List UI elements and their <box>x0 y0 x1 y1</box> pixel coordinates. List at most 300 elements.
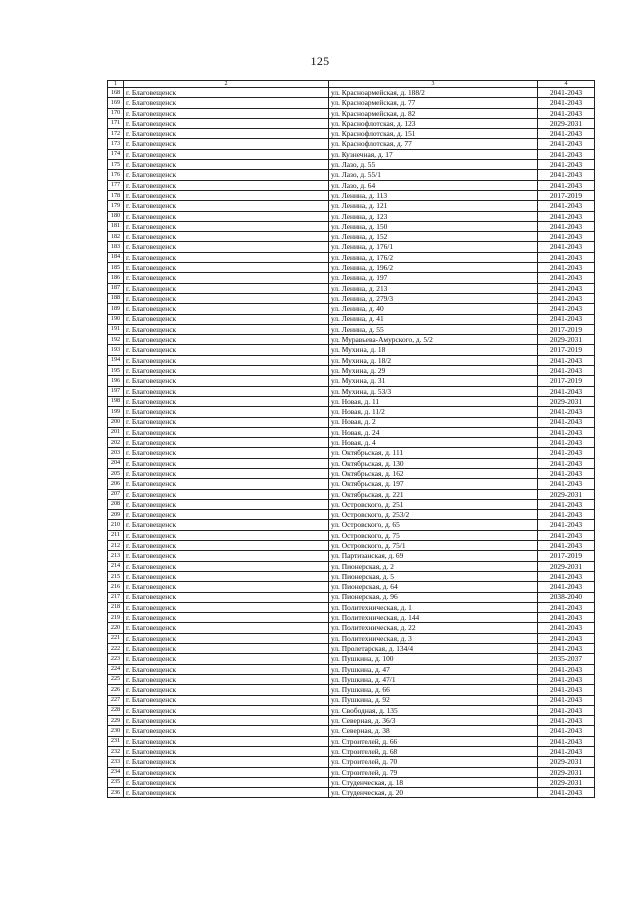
address-cell: ул. Мухина, д. 53/3 <box>329 386 538 396</box>
address-cell: ул. Ленина, д. 176/1 <box>329 242 538 252</box>
table-row <box>108 468 595 478</box>
table-row <box>108 613 595 623</box>
repair-period-cell: 2041-2043 <box>538 747 595 757</box>
settlement-cell: г. Благовещенск <box>124 139 329 149</box>
settlement-cell: г. Благовещенск <box>124 705 329 715</box>
settlement-cell: г. Благовещенск <box>124 736 329 746</box>
settlement-cell: г. Благовещенск <box>124 396 329 406</box>
row-number: 179 <box>108 201 124 211</box>
settlement-cell: г. Благовещенск <box>124 448 329 458</box>
repair-period-cell: 2041-2043 <box>538 293 595 303</box>
row-number: 200 <box>108 417 124 427</box>
row-number: 196 <box>108 376 124 386</box>
table-row <box>108 561 595 571</box>
repair-period-cell: 2041-2043 <box>538 520 595 530</box>
settlement-cell: г. Благовещенск <box>124 118 329 128</box>
repair-period-cell: 2041-2043 <box>538 180 595 190</box>
repair-period-cell: 2041-2043 <box>538 571 595 581</box>
row-number: 215 <box>108 571 124 581</box>
settlement-cell: г. Благовещенск <box>124 571 329 581</box>
address-cell: ул. Красноармейская, д. 82 <box>329 108 538 118</box>
row-number: 234 <box>108 767 124 777</box>
address-cell: ул. Пионерская, д. 2 <box>329 561 538 571</box>
settlement-cell: г. Благовещенск <box>124 623 329 633</box>
row-number: 228 <box>108 705 124 715</box>
settlement-cell: г. Благовещенск <box>124 561 329 571</box>
row-number: 226 <box>108 685 124 695</box>
repair-period-cell: 2017-2019 <box>538 376 595 386</box>
address-cell: ул. Лазо, д. 55/1 <box>329 170 538 180</box>
address-cell: ул. Пушкина, д. 47/1 <box>329 674 538 684</box>
table-row <box>108 180 595 190</box>
row-number: 236 <box>108 788 124 798</box>
table-row <box>108 190 595 200</box>
table-row <box>108 448 595 458</box>
settlement-cell: г. Благовещенск <box>124 170 329 180</box>
address-cell: ул. Красноармейская, д. 188/2 <box>329 88 538 98</box>
address-cell: ул. Ленина, д. 55 <box>329 324 538 334</box>
repair-period-cell: 2041-2043 <box>538 314 595 324</box>
row-number: 216 <box>108 582 124 592</box>
address-cell: ул. Октябрьская, д. 197 <box>329 479 538 489</box>
address-cell: ул. Ленина, д. 40 <box>329 304 538 314</box>
row-number: 209 <box>108 510 124 520</box>
settlement-cell: г. Благовещенск <box>124 263 329 273</box>
table-row <box>108 438 595 448</box>
settlement-cell: г. Благовещенск <box>124 129 329 139</box>
row-number: 190 <box>108 314 124 324</box>
row-number: 204 <box>108 458 124 468</box>
table-row <box>108 747 595 757</box>
row-number: 211 <box>108 530 124 540</box>
address-cell: ул. Политехническая, д. 22 <box>329 623 538 633</box>
repair-period-cell: 2041-2043 <box>538 644 595 654</box>
row-number: 189 <box>108 304 124 314</box>
settlement-cell: г. Благовещенск <box>124 221 329 231</box>
row-number: 176 <box>108 170 124 180</box>
repair-period-cell: 2017-2019 <box>538 345 595 355</box>
table-row <box>108 170 595 180</box>
address-cell: ул. Октябрьская, д. 111 <box>329 448 538 458</box>
table-row <box>108 366 595 376</box>
repair-period-cell: 2041-2043 <box>538 499 595 509</box>
column-header-3: 3 <box>329 81 538 88</box>
table-row <box>108 705 595 715</box>
row-number: 217 <box>108 592 124 602</box>
address-cell: ул. Ленина, д. 279/3 <box>329 293 538 303</box>
address-cell: ул. Ленина, д. 41 <box>329 314 538 324</box>
row-number: 235 <box>108 777 124 787</box>
settlement-cell: г. Благовещенск <box>124 427 329 437</box>
table-row <box>108 355 595 365</box>
settlement-cell: г. Благовещенск <box>124 355 329 365</box>
address-cell: ул. Студенческая, д. 20 <box>329 788 538 798</box>
table-row <box>108 386 595 396</box>
repair-period-cell: 2017-2019 <box>538 190 595 200</box>
settlement-cell: г. Благовещенск <box>124 88 329 98</box>
repair-period-cell: 2041-2043 <box>538 201 595 211</box>
address-cell: ул. Пролетарская, д. 134/4 <box>329 644 538 654</box>
repair-period-cell: 2041-2043 <box>538 788 595 798</box>
column-header-2: 2 <box>124 81 329 88</box>
address-cell: ул. Новая, д. 11/2 <box>329 407 538 417</box>
settlement-cell: г. Благовещенск <box>124 293 329 303</box>
settlement-cell: г. Благовещенск <box>124 438 329 448</box>
column-number-row <box>108 81 595 88</box>
table-row <box>108 324 595 334</box>
table-row <box>108 417 595 427</box>
repair-period-cell: 2041-2043 <box>538 582 595 592</box>
table-row <box>108 674 595 684</box>
repair-period-cell: 2041-2043 <box>538 695 595 705</box>
repair-period-cell: 2017-2019 <box>538 551 595 561</box>
repair-period-cell: 2041-2043 <box>538 407 595 417</box>
table-row <box>108 98 595 108</box>
settlement-cell: г. Благовещенск <box>124 211 329 221</box>
repair-period-cell: 2041-2043 <box>538 541 595 551</box>
table-row <box>108 541 595 551</box>
address-cell: ул. Пушкина, д. 47 <box>329 664 538 674</box>
row-number: 170 <box>108 108 124 118</box>
settlement-cell: г. Благовещенск <box>124 386 329 396</box>
address-cell: ул. Пионерская, д. 64 <box>329 582 538 592</box>
address-cell: ул. Островского, д. 75 <box>329 530 538 540</box>
address-cell: ул. Ленина, д. 121 <box>329 201 538 211</box>
address-cell: ул. Муравьева-Амурского, д. 5/2 <box>329 335 538 345</box>
repair-period-cell: 2029-2031 <box>538 335 595 345</box>
settlement-cell: г. Благовещенск <box>124 551 329 561</box>
table-row <box>108 242 595 252</box>
row-number: 224 <box>108 664 124 674</box>
row-number: 180 <box>108 211 124 221</box>
table-row <box>108 510 595 520</box>
repair-period-cell: 2041-2043 <box>538 304 595 314</box>
row-number: 182 <box>108 232 124 242</box>
settlement-cell: г. Благовещенск <box>124 345 329 355</box>
address-cell: ул. Пушкина, д. 100 <box>329 654 538 664</box>
repair-period-cell: 2041-2043 <box>538 664 595 674</box>
table-row <box>108 273 595 283</box>
repair-period-cell: 2041-2043 <box>538 149 595 159</box>
housing-register-table <box>107 80 595 798</box>
repair-period-cell: 2029-2031 <box>538 767 595 777</box>
address-cell: ул. Ленина, д. 113 <box>329 190 538 200</box>
address-cell: ул. Ленина, д. 152 <box>329 232 538 242</box>
repair-period-cell: 2041-2043 <box>538 139 595 149</box>
address-cell: ул. Краснофлотская, д. 151 <box>329 129 538 139</box>
repair-period-cell: 2041-2043 <box>538 705 595 715</box>
repair-period-cell: 2017-2019 <box>538 324 595 334</box>
repair-period-cell: 2041-2043 <box>538 108 595 118</box>
address-cell: ул. Октябрьская, д. 130 <box>329 458 538 468</box>
address-cell: ул. Политехническая, д. 3 <box>329 633 538 643</box>
table-row <box>108 376 595 386</box>
settlement-cell: г. Благовещенск <box>124 695 329 705</box>
address-cell: ул. Ленина, д. 176/2 <box>329 252 538 262</box>
table-row <box>108 592 595 602</box>
table-row <box>108 499 595 509</box>
table-row <box>108 716 595 726</box>
table-row <box>108 149 595 159</box>
table-row <box>108 767 595 777</box>
row-number: 199 <box>108 407 124 417</box>
repair-period-cell: 2041-2043 <box>538 674 595 684</box>
table-row <box>108 335 595 345</box>
address-cell: ул. Лазо, д. 64 <box>329 180 538 190</box>
address-cell: ул. Новая, д. 2 <box>329 417 538 427</box>
table-row <box>108 304 595 314</box>
row-number: 220 <box>108 623 124 633</box>
row-number: 175 <box>108 160 124 170</box>
table-row <box>108 695 595 705</box>
row-number: 232 <box>108 747 124 757</box>
table-row <box>108 530 595 540</box>
row-number: 178 <box>108 190 124 200</box>
repair-period-cell: 2029-2031 <box>538 118 595 128</box>
repair-period-cell: 2029-2031 <box>538 777 595 787</box>
row-number: 223 <box>108 654 124 664</box>
row-number: 203 <box>108 448 124 458</box>
row-number: 197 <box>108 386 124 396</box>
table-row <box>108 263 595 273</box>
table-row <box>108 664 595 674</box>
repair-period-cell: 2041-2043 <box>538 170 595 180</box>
settlement-cell: г. Благовещенск <box>124 407 329 417</box>
repair-period-cell: 2041-2043 <box>538 448 595 458</box>
address-cell: ул. Октябрьская, д. 162 <box>329 468 538 478</box>
table-row <box>108 777 595 787</box>
settlement-cell: г. Благовещенск <box>124 489 329 499</box>
row-number: 193 <box>108 345 124 355</box>
settlement-cell: г. Благовещенск <box>124 201 329 211</box>
address-cell: ул. Северная, д. 36/3 <box>329 716 538 726</box>
address-cell: ул. Ленина, д. 197 <box>329 273 538 283</box>
repair-period-cell: 2041-2043 <box>538 417 595 427</box>
column-header-4: 4 <box>538 81 595 88</box>
repair-period-cell: 2041-2043 <box>538 242 595 252</box>
table-row <box>108 726 595 736</box>
address-cell: ул. Мухина, д. 18/2 <box>329 355 538 365</box>
settlement-cell: г. Благовещенск <box>124 510 329 520</box>
settlement-cell: г. Благовещенск <box>124 788 329 798</box>
repair-period-cell: 2029-2031 <box>538 757 595 767</box>
row-number: 229 <box>108 716 124 726</box>
settlement-cell: г. Благовещенск <box>124 314 329 324</box>
repair-period-cell: 2029-2031 <box>538 561 595 571</box>
table-row <box>108 108 595 118</box>
address-cell: ул. Пионерская, д. 5 <box>329 571 538 581</box>
settlement-cell: г. Благовещенск <box>124 468 329 478</box>
address-cell: ул. Мухина, д. 31 <box>329 376 538 386</box>
address-cell: ул. Мухина, д. 18 <box>329 345 538 355</box>
table-row <box>108 685 595 695</box>
repair-period-cell: 2041-2043 <box>538 211 595 221</box>
repair-period-cell: 2029-2031 <box>538 396 595 406</box>
settlement-cell: г. Благовещенск <box>124 304 329 314</box>
repair-period-cell: 2041-2043 <box>538 355 595 365</box>
settlement-cell: г. Благовещенск <box>124 417 329 427</box>
row-number: 205 <box>108 468 124 478</box>
repair-period-cell: 2029-2031 <box>538 489 595 499</box>
settlement-cell: г. Благовещенск <box>124 644 329 654</box>
repair-period-cell: 2035-2037 <box>538 654 595 664</box>
settlement-cell: г. Благовещенск <box>124 108 329 118</box>
table-row <box>108 88 595 98</box>
address-cell: ул. Мухина, д. 29 <box>329 366 538 376</box>
row-number: 198 <box>108 396 124 406</box>
address-cell: ул. Октябрьская, д. 221 <box>329 489 538 499</box>
repair-period-cell: 2041-2043 <box>538 88 595 98</box>
repair-period-cell: 2041-2043 <box>538 716 595 726</box>
address-cell: ул. Партизанская, д. 69 <box>329 551 538 561</box>
address-cell: ул. Строителей, д. 70 <box>329 757 538 767</box>
settlement-cell: г. Благовещенск <box>124 273 329 283</box>
settlement-cell: г. Благовещенск <box>124 602 329 612</box>
repair-period-cell: 2041-2043 <box>538 726 595 736</box>
row-number: 207 <box>108 489 124 499</box>
address-cell: ул. Новая, д. 11 <box>329 396 538 406</box>
settlement-cell: г. Благовещенск <box>124 664 329 674</box>
table-row <box>108 520 595 530</box>
settlement-cell: г. Благовещенск <box>124 232 329 242</box>
row-number: 183 <box>108 242 124 252</box>
address-cell: ул. Краснофлотская, д. 77 <box>329 139 538 149</box>
repair-period-cell: 2041-2043 <box>538 685 595 695</box>
table-row <box>108 582 595 592</box>
settlement-cell: г. Благовещенск <box>124 674 329 684</box>
row-number: 210 <box>108 520 124 530</box>
settlement-cell: г. Благовещенск <box>124 149 329 159</box>
table-row <box>108 396 595 406</box>
table-row <box>108 221 595 231</box>
address-cell: ул. Островского, д. 253/2 <box>329 510 538 520</box>
table-row <box>108 345 595 355</box>
settlement-cell: г. Благовещенск <box>124 190 329 200</box>
address-cell: ул. Политехническая, д. 144 <box>329 613 538 623</box>
table-row <box>108 232 595 242</box>
address-cell: ул. Кузнечная, д. 17 <box>329 149 538 159</box>
settlement-cell: г. Благовещенск <box>124 582 329 592</box>
settlement-cell: г. Благовещенск <box>124 376 329 386</box>
table-row <box>108 571 595 581</box>
table-row <box>108 118 595 128</box>
row-number: 168 <box>108 88 124 98</box>
address-cell: ул. Ленина, д. 196/2 <box>329 263 538 273</box>
table-row <box>108 489 595 499</box>
address-cell: ул. Строителей, д. 79 <box>329 767 538 777</box>
settlement-cell: г. Благовещенск <box>124 530 329 540</box>
row-number: 169 <box>108 98 124 108</box>
table-row <box>108 788 595 798</box>
settlement-cell: г. Благовещенск <box>124 335 329 345</box>
row-number: 195 <box>108 366 124 376</box>
address-cell: ул. Островского, д. 251 <box>329 499 538 509</box>
repair-period-cell: 2041-2043 <box>538 736 595 746</box>
table-row <box>108 129 595 139</box>
address-cell: ул. Краснофлотская, д. 123 <box>329 118 538 128</box>
settlement-cell: г. Благовещенск <box>124 499 329 509</box>
row-number: 219 <box>108 613 124 623</box>
repair-period-cell: 2041-2043 <box>538 232 595 242</box>
row-number: 181 <box>108 221 124 231</box>
repair-period-cell: 2041-2043 <box>538 160 595 170</box>
table-row <box>108 623 595 633</box>
repair-period-cell: 2041-2043 <box>538 623 595 633</box>
address-cell: ул. Красноармейская, д. 77 <box>329 98 538 108</box>
repair-period-cell: 2041-2043 <box>538 221 595 231</box>
table-row <box>108 283 595 293</box>
table-body <box>108 88 595 798</box>
row-number: 194 <box>108 355 124 365</box>
settlement-cell: г. Благовещенск <box>124 541 329 551</box>
settlement-cell: г. Благовещенск <box>124 252 329 262</box>
repair-period-cell: 2041-2043 <box>538 273 595 283</box>
table-row <box>108 201 595 211</box>
repair-period-cell: 2041-2043 <box>538 98 595 108</box>
repair-period-cell: 2041-2043 <box>538 479 595 489</box>
row-number: 221 <box>108 633 124 643</box>
repair-period-cell: 2041-2043 <box>538 283 595 293</box>
settlement-cell: г. Благовещенск <box>124 633 329 643</box>
address-cell: ул. Островского, д. 65 <box>329 520 538 530</box>
settlement-cell: г. Благовещенск <box>124 479 329 489</box>
table-row <box>108 654 595 664</box>
row-number: 227 <box>108 695 124 705</box>
repair-period-cell: 2041-2043 <box>538 129 595 139</box>
row-number: 218 <box>108 602 124 612</box>
repair-period-cell: 2041-2043 <box>538 468 595 478</box>
settlement-cell: г. Благовещенск <box>124 520 329 530</box>
row-number: 185 <box>108 263 124 273</box>
table-row <box>108 479 595 489</box>
address-cell: ул. Северная, д. 38 <box>329 726 538 736</box>
repair-period-cell: 2041-2043 <box>538 252 595 262</box>
table-row <box>108 293 595 303</box>
row-number: 225 <box>108 674 124 684</box>
table-row <box>108 602 595 612</box>
row-number: 177 <box>108 180 124 190</box>
repair-period-cell: 2041-2043 <box>538 602 595 612</box>
address-cell: ул. Новая, д. 24 <box>329 427 538 437</box>
settlement-cell: г. Благовещенск <box>124 777 329 787</box>
settlement-cell: г. Благовещенск <box>124 716 329 726</box>
repair-period-cell: 2041-2043 <box>538 633 595 643</box>
column-header-1: 1 <box>108 81 124 88</box>
settlement-cell: г. Благовещенск <box>124 685 329 695</box>
table-row <box>108 644 595 654</box>
table-row <box>108 160 595 170</box>
address-cell: ул. Пушкина, д. 66 <box>329 685 538 695</box>
address-cell: ул. Пушкина, д. 92 <box>329 695 538 705</box>
row-number: 202 <box>108 438 124 448</box>
repair-period-cell: 2041-2043 <box>538 530 595 540</box>
address-cell: ул. Свободная, д. 135 <box>329 705 538 715</box>
table-row <box>108 551 595 561</box>
settlement-cell: г. Благовещенск <box>124 767 329 777</box>
row-number: 186 <box>108 273 124 283</box>
row-number: 188 <box>108 293 124 303</box>
table-row <box>108 736 595 746</box>
repair-period-cell: 2041-2043 <box>538 613 595 623</box>
repair-period-cell: 2041-2043 <box>538 458 595 468</box>
row-number: 208 <box>108 499 124 509</box>
address-cell: ул. Пионерская, д. 96 <box>329 592 538 602</box>
settlement-cell: г. Благовещенск <box>124 366 329 376</box>
page-number: 125 <box>310 54 330 68</box>
settlement-cell: г. Благовещенск <box>124 757 329 767</box>
address-cell: ул. Ленина, д. 123 <box>329 211 538 221</box>
table-row <box>108 407 595 417</box>
